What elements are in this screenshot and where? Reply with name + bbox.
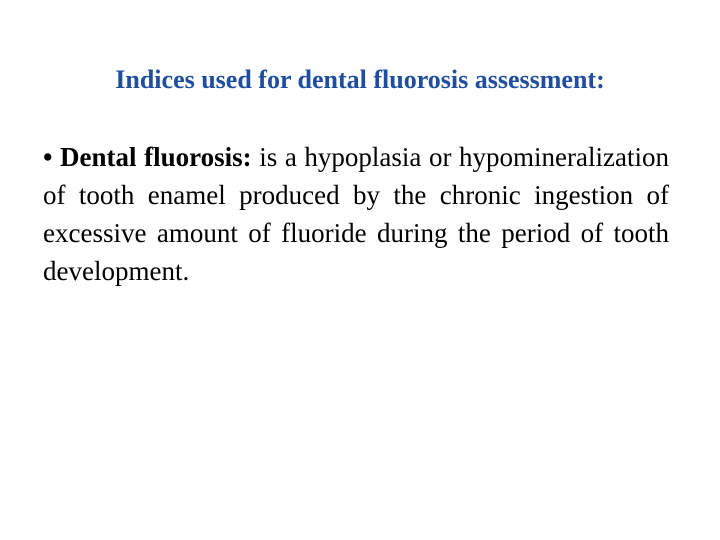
bullet-term: Dental fluorosis: (60, 142, 252, 172)
bullet-paragraph (43, 138, 669, 290)
slide-title: Indices used for dental fluorosis assessment: (115, 65, 605, 94)
bullet-definition: is a hypoplasia or hypomineralization of tooth enamel produced by the chronic ingestion of excessive amount of fluoride during the period of tooth development. (43, 142, 669, 286)
bullet-marker: • (43, 142, 53, 172)
